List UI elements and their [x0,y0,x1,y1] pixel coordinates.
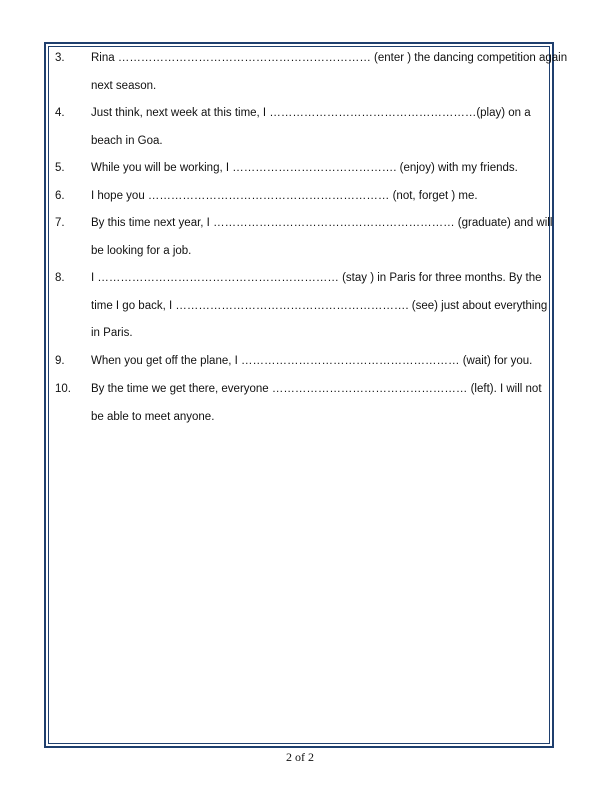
question-number: 10. [55,383,71,395]
page-number: 2 of 2 [286,750,314,764]
question-text: I hope you ……………………………………………………… (not, forget ) me. [91,189,478,202]
question-number: 6. [55,189,65,202]
question-text: When you get off the plane, I ………………………………………………… (wait) for you. [91,355,533,367]
question-text: While you will be working, I ……………………………………. (enjoy) with my friends. [91,162,518,174]
question-text: By the time we get there, everyone …………………………………………… (left). I will not [91,383,542,395]
question-number: 5. [55,162,65,174]
question-text: beach in Goa. [91,134,163,147]
question-number: 9. [55,355,65,367]
question-text: Just think, next week at this time, I ………………………………………………(play) on a [91,107,531,119]
question-number: 8. [55,272,65,284]
question-number: 3. [55,52,65,64]
question-text: next season. [91,79,157,92]
question-number: 7. [55,217,65,229]
question-text: be able to meet anyone. [91,410,215,423]
question-text: Rina ………………………………………………………… (enter ) the dancing competition again [91,52,568,64]
question-text: in Paris. [91,327,133,339]
question-text: I ……………………………………………………… (stay ) in Paris for three months. By the [91,272,542,284]
question-text: time I go back, I ……………………………………………………. (see) just about everything [91,299,548,312]
question-text: be looking for a job. [91,244,192,257]
question-number: 4. [55,107,65,119]
question-text: By this time next year, I ……………………………………………………… (graduate) and will [91,217,553,229]
